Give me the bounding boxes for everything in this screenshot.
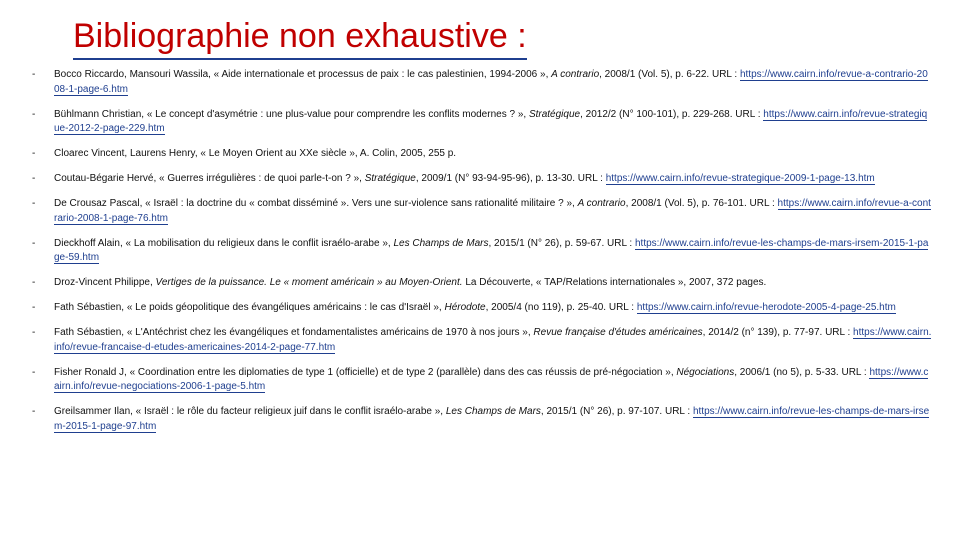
list-dash: - (32, 327, 36, 338)
entry-url-link[interactable]: https://www.cairn.info/revue-herodote-2005-4-page-25.htm (636, 302, 896, 313)
bibliography-entry (32, 197, 932, 226)
bibliography-entry (32, 366, 932, 395)
entry-details: La Découverte, « TAP/Relations internationales », 2007, 372 pages. (462, 277, 767, 288)
list-dash: - (32, 198, 36, 209)
entry-journal: Les Champs de Mars (393, 237, 489, 249)
list-dash: - (32, 148, 36, 159)
bibliography-entry (32, 108, 932, 137)
bibliography-list (32, 68, 932, 445)
entry-text: Cloarec Vincent, Laurens Henry, « Le Moyen Orient au XXe siècle », A. Colin, 2005, 255 p. (54, 148, 457, 159)
list-dash: - (32, 173, 36, 184)
entry-journal: Revue française d'études américaines (533, 327, 703, 338)
list-dash: - (32, 69, 36, 80)
entry-journal: A contrario (551, 69, 600, 80)
bibliography-entry (32, 147, 932, 162)
entry-text: Fath Sébastien, « L'Antéchrist chez les évangéliques et fondamentalistes américains de 1970 à nos jours », (54, 327, 534, 338)
entry-book-title: Vertiges de la puissance. Le « moment américain » au Moyen-Orient. (155, 277, 463, 288)
entry-journal: Stratégique (364, 173, 416, 184)
slide-title: Bibliographie non exhaustive : (73, 14, 527, 60)
entry-url-link[interactable]: https://www.cairn.info/revue-les-champs-de-mars-irsem-2015-1-page-97.htm (54, 406, 930, 432)
list-dash: - (32, 277, 36, 288)
bibliography-entry (32, 237, 932, 266)
entry-journal: A contrario (577, 198, 626, 209)
bibliography-entry (32, 326, 932, 355)
list-dash: - (32, 366, 36, 378)
entry-details: , 2009/1 (N° 93-94-95-96), p. 13-30. URL : (415, 173, 606, 184)
entry-details: , 2015/1 (N° 26), p. 97-107. URL : (540, 406, 693, 417)
entry-text: Droz-Vincent Philippe, (54, 277, 156, 288)
entry-text: Bocco Riccardo, Mansouri Wassila, « Aide internationale et processus de paix : le cas palestinien, 1994-2006 », (54, 69, 552, 80)
entry-url-link[interactable]: https://www.cairn.info/revue-strategique-2012-2-page-229.htm (54, 108, 928, 134)
entry-url-link[interactable]: https://www.cairn.info/revue-strategique-2009-1-page-13.htm (605, 173, 875, 184)
entry-details: , 2015/1 (N° 26), p. 59-67. URL : (488, 237, 635, 249)
entry-text: De Crousaz Pascal, « Israël : la doctrine du « combat disséminé ». Vers une sur-violence sans rationalité militaire ? », (54, 198, 578, 209)
bibliography-entry (32, 68, 932, 97)
entry-details: , 2012/2 (N° 100-101), p. 229-268. URL : (580, 108, 764, 120)
entry-url-link[interactable]: https://www.cairn.info/revue-a-contrario-2008-1-page-6.htm (54, 69, 928, 95)
entry-details: , 2014/2 (n° 139), p. 77-97. URL : (702, 327, 854, 338)
list-dash: - (32, 302, 36, 313)
entry-details: , 2008/1 (Vol. 5), p. 76-101. URL : (625, 198, 778, 209)
entry-journal: Négociations (676, 366, 735, 378)
entry-journal: Hérodote (444, 302, 486, 313)
entry-url-link[interactable]: https://www.cairn.info/revue-a-contrario-2008-1-page-76.htm (54, 198, 931, 224)
entry-journal: Les Champs de Mars (445, 406, 541, 417)
entry-url-link[interactable]: https://www.cairn.info/revue-negociations-2006-1-page-5.htm (54, 366, 929, 392)
bibliography-entry (32, 405, 932, 434)
entry-details: , 2005/4 (no 119), p. 25-40. URL : (485, 302, 637, 313)
entry-text: Dieckhoff Alain, « La mobilisation du religieux dans le conflit israélo-arabe », (54, 237, 394, 249)
entry-details: , 2008/1 (Vol. 5), p. 6-22. URL : (599, 69, 740, 80)
bibliography-entry (32, 172, 932, 187)
list-dash: - (32, 237, 36, 249)
list-dash: - (32, 108, 36, 120)
list-dash: - (32, 406, 36, 417)
entry-text: Fisher Ronald J, « Coordination entre les diplomaties de type 1 (officielle) et de type 2 (parallèle) dans des cas réussis de pré-négociation », (54, 366, 677, 378)
entry-url-link[interactable]: https://www.cairn.info/revue-francaise-d-etudes-americaines-2014-2-page-77.htm (54, 327, 932, 353)
bibliography-entry (32, 276, 932, 291)
entry-details: , 2006/1 (no 5), p. 5-33. URL : (734, 366, 870, 378)
entry-url-link[interactable]: https://www.cairn.info/revue-les-champs-de-mars-irsem-2015-1-page-59.htm (54, 237, 929, 263)
entry-journal: Stratégique (528, 108, 581, 120)
entry-text: Coutau-Bégarie Hervé, « Guerres irrégulières : de quoi parle-t-on ? », (54, 173, 365, 184)
entry-text: Greilsammer Ilan, « Israël : le rôle du facteur religieux juif dans le conflit israélo-arabe », (54, 406, 446, 417)
entry-text: Bühlmann Christian, « Le concept d'asymétrie : une plus-value pour comprendre les conflits modernes ? », (54, 108, 529, 120)
bibliography-entry (32, 301, 932, 316)
entry-text: Fath Sébastien, « Le poids géopolitique des évangéliques américains : le cas d'Israël », (54, 302, 445, 313)
